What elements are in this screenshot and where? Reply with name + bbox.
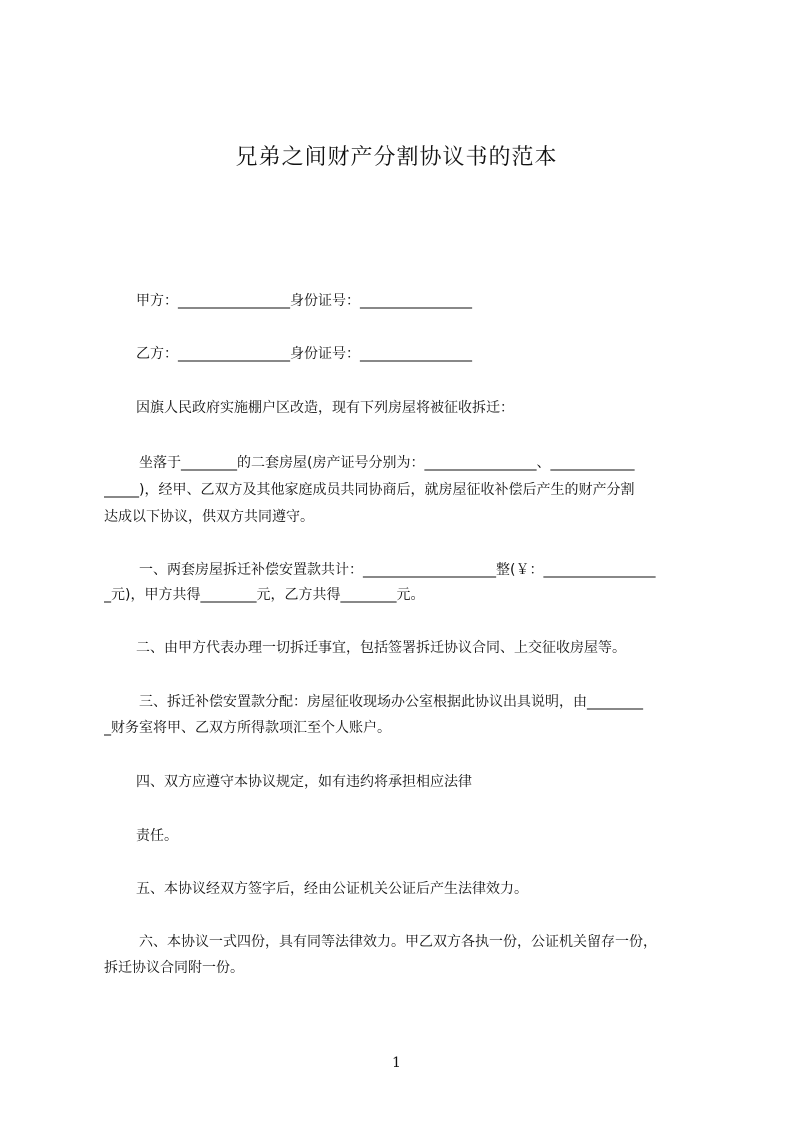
intro-paragraph: 因旗人民政府实施棚户区改造，现有下列房屋将被征收拆迁： <box>136 400 514 416</box>
location-paragraph-line-3: 达成以下协议，供双方共同遵守。 <box>104 509 314 525</box>
location-paragraph-line-1: 坐落于________的二套房屋(房产证号分别为：________________、____________ <box>139 455 635 471</box>
clause-1-line-1: 一、两套房屋拆迁补偿安置款共计：___________________整(￥：________________ <box>139 562 656 578</box>
party-b-line: 乙方：________________身份证号：________________ <box>136 346 472 362</box>
party-a-line: 甲方：________________身份证号：________________ <box>136 293 472 309</box>
clause-3-line-1: 三、拆迁补偿安置款分配：房屋征收现场办公室根据此协议出具说明，由________ <box>139 694 643 710</box>
location-paragraph-line-2: _____)，经甲、乙双方及其他家庭成员共同协商后，就房屋征收补偿后产生的财产分割 <box>104 482 635 498</box>
clause-2: 二、由甲方代表办理一切拆迁事宜，包括签署拆迁协议合同、上交征收房屋等。 <box>136 640 626 656</box>
clause-4-line-2: 责任。 <box>136 828 178 844</box>
clause-3-line-2: _财务室将甲、乙双方所得款项汇至个人账户。 <box>104 720 391 736</box>
clause-4-line-1: 四、双方应遵守本协议规定，如有违约将承担相应法律 <box>136 774 472 790</box>
clause-6-line-2: 拆迁协议合同附一份。 <box>104 960 244 976</box>
clause-5: 五、本协议经双方签字后，经由公证机关公证后产生法律效力。 <box>136 881 528 897</box>
document-title: 兄弟之间财产分割协议书的范本 <box>235 145 558 170</box>
page-number: 1 <box>392 1055 401 1071</box>
clause-1-line-2: _元)，甲方共得________元，乙方共得________元。 <box>104 587 425 603</box>
clause-6-line-1: 六、本协议一式四份，具有同等法律效力。甲乙双方各执一份，公证机关留存一份， <box>139 934 657 950</box>
